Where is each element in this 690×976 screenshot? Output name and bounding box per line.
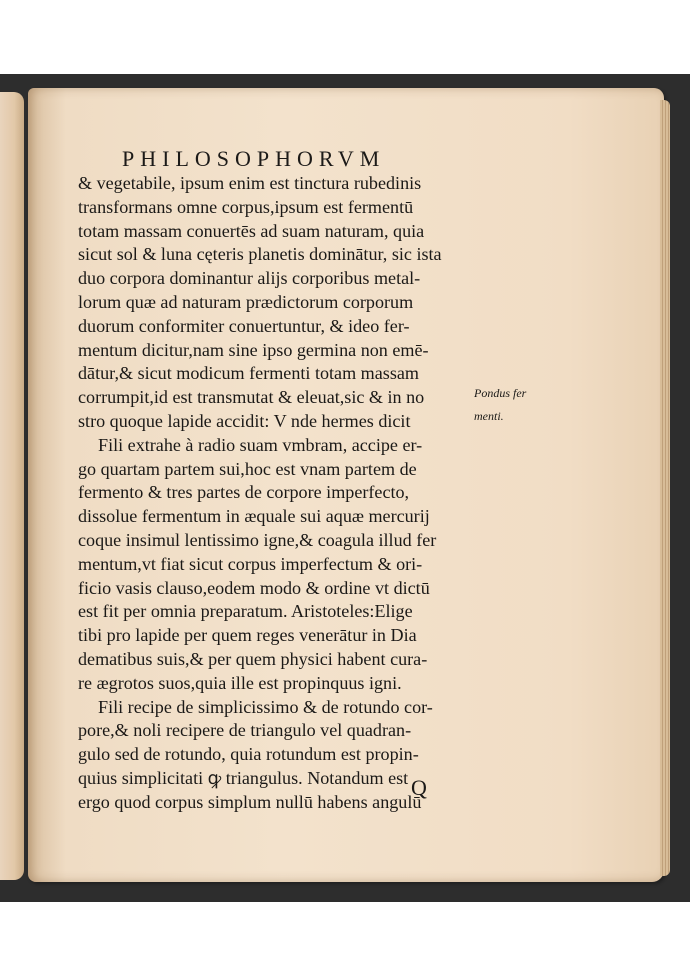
- text-line: & vegetabile, ipsum enim est tinctura rubedinis: [78, 173, 422, 193]
- facing-page-edge: [0, 92, 24, 880]
- catchword: Q: [411, 775, 427, 800]
- body-text: [78, 172, 478, 815]
- text-line: Fili recipe de simplicissimo & de rotundo cor-: [98, 696, 433, 717]
- text-line: totam massam conuertēs ad suam naturam, quia: [78, 220, 425, 241]
- text-line: est fit per omnia preparatum. Aristoteles:Elige: [78, 601, 413, 622]
- text-line: mentum,vt fiat sicut corpus imperfectum & ori-: [78, 553, 423, 574]
- running-head: PHILOSOPHORVM: [122, 146, 386, 171]
- text-line: stro quoque lapide accidit: V nde hermes dicit: [78, 410, 411, 431]
- text-line: pore,& noli recipere de triangulo vel quadran-: [78, 720, 412, 741]
- text-line: Fili extrahe à radio suam vmbram, accipe er-: [98, 434, 423, 455]
- text-line: tibi pro lapide per quem reges venerātur in Dia: [78, 625, 417, 646]
- text-line: gulo sed de rotundo, quia rotundum est propin-: [78, 744, 419, 765]
- text-line: re ægrotos suos,quia ille est propinquus igni.: [78, 672, 402, 693]
- text-line: duo corpora dominantur alijs corporibus metal-: [78, 268, 421, 289]
- text-line: corrumpit,id est transmutat & eleuat,sic & in no: [78, 387, 425, 408]
- marginal-note-line: menti.: [474, 409, 504, 423]
- text-line: dissolue fermentum in æquale sui aquæ mercurij: [78, 506, 430, 527]
- text-line: coque insimul lentissimo igne,& coagula illud fer: [78, 529, 437, 550]
- text-line: mentum dicitur,nam sine ipso germina non emē-: [78, 339, 429, 360]
- text-line: lorum quæ ad naturam prædictorum corporum: [78, 291, 414, 312]
- text-line: fermento & tres partes de corpore imperfecto,: [78, 482, 410, 503]
- text-line: sicut sol & luna cęteris planetis dominātur, sic ista: [78, 244, 442, 265]
- marginal-note-line: Pondus fer: [474, 386, 527, 400]
- text-line: ficio vasis clauso,eodem modo & ordine vt dictū: [78, 577, 430, 598]
- text-line: quius simplicitati ꝙ triangulus. Notandum est: [78, 767, 409, 788]
- text-line: dātur,& sicut modicum fermenti totam massam: [78, 363, 419, 384]
- marginal-note: [474, 382, 526, 428]
- page-block-edge: [660, 100, 670, 876]
- text-line: ergo quod corpus simplum nullū habens angulū: [78, 791, 422, 812]
- text-line: duorum conformiter conuertuntur, & ideo fer-: [78, 315, 410, 336]
- text-line: dematibus suis,& per quem physici habent cura-: [78, 648, 428, 669]
- text-line: go quartam partem sui,hoc est vnam partem de: [78, 458, 417, 479]
- text-line: transformans omne corpus,ipsum est fermentū: [78, 196, 414, 217]
